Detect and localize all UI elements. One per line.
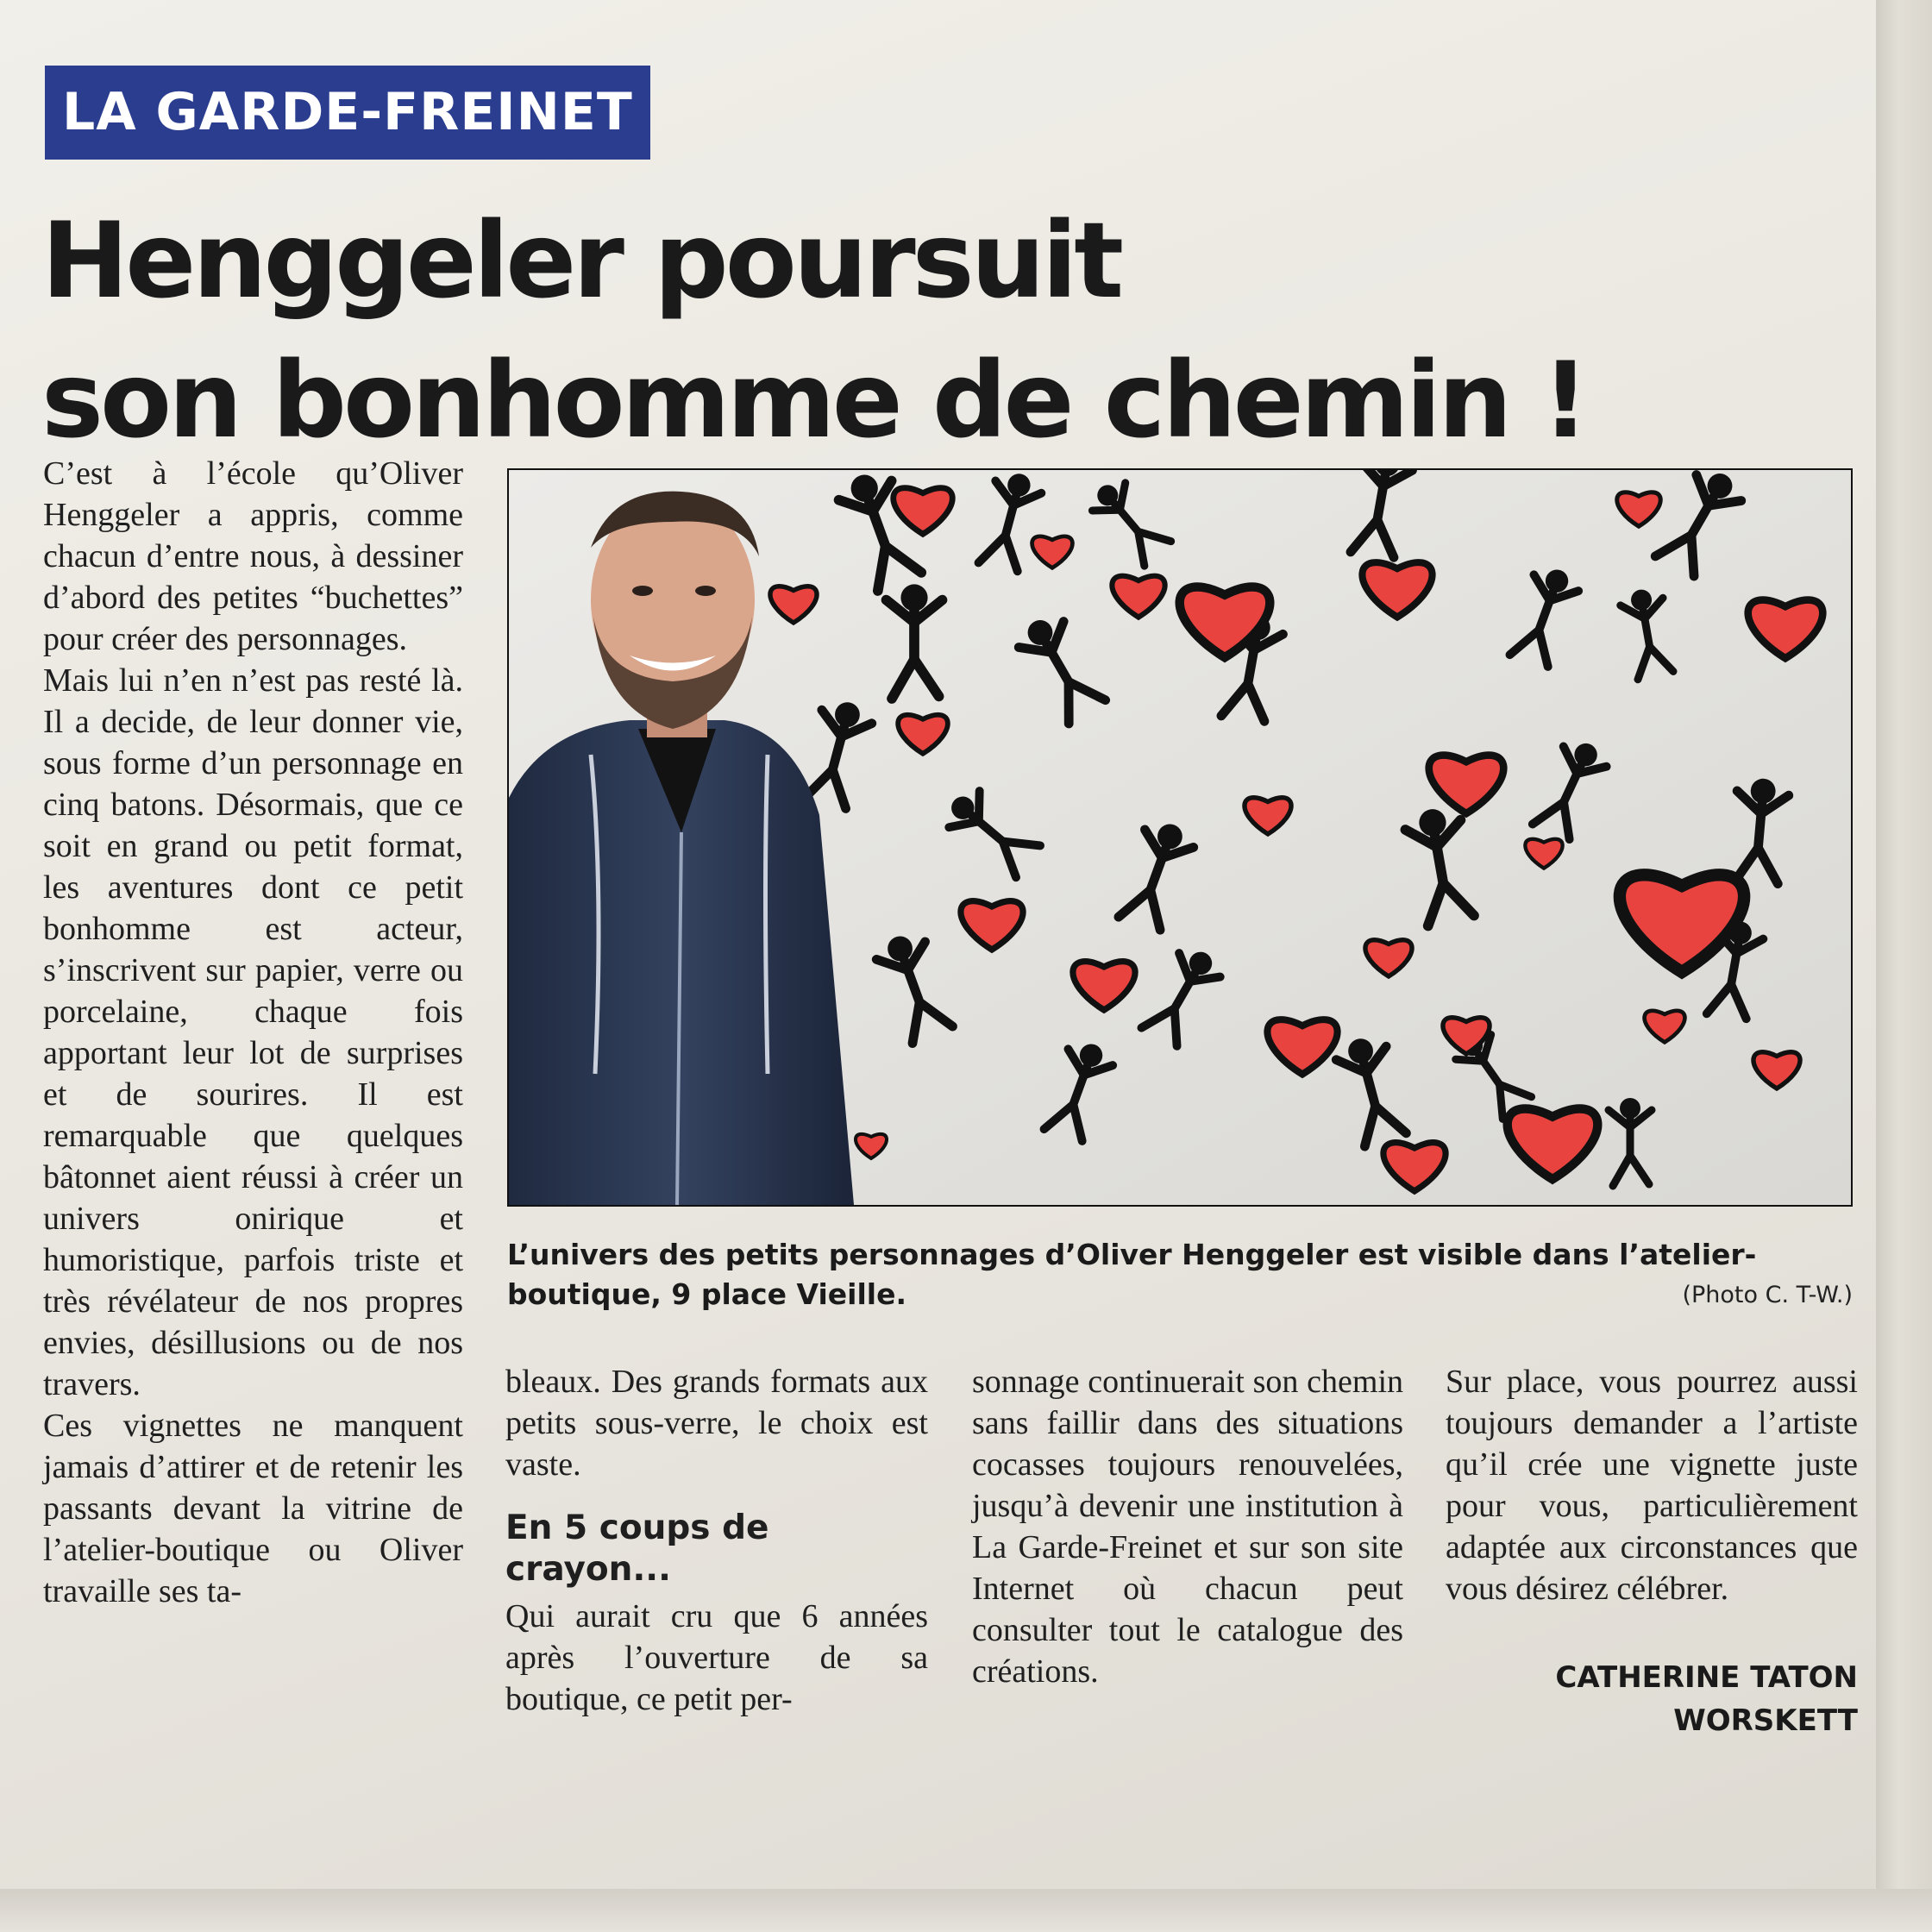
paragraph: C’est à l’école qu’Oliver Henggeler a appris, comme chacun d’entre nous, à dessiner d’abord des petites “buchettes” pour créer des personnages.	[43, 455, 463, 657]
photo-credit: (Photo C. T-W.)	[1682, 1282, 1853, 1308]
section-subhead: En 5 coups de crayon...	[505, 1509, 769, 1589]
paragraph: bleaux. Des grands formats aux petits sous-verre, le choix est vaste.	[505, 1364, 928, 1483]
article-column-4	[1446, 1361, 1858, 1609]
byline-line-2: WORSKETT	[1673, 1703, 1858, 1738]
photo-caption: L’univers des petits personnages d’Oliver Henggeler est visible dans l’atelier-boutique, 9 place Vieille.	[507, 1238, 1757, 1311]
photo-artist-with-wall-art	[509, 470, 1851, 1205]
page-edge	[1876, 0, 1932, 1932]
page-bottom-fold	[0, 1889, 1932, 1932]
paragraph: Qui aurait cru que 6 années après l’ouverture de sa boutique, ce petit per-	[505, 1598, 928, 1717]
byline-line-1: CATHERINE TATON	[1555, 1660, 1858, 1695]
article-column-3	[972, 1361, 1403, 1692]
paragraph: Ces vignettes ne manquent jamais d’attirer et de retenir les passants devant la vitrine de l’atelier-boutique ou Oliver travaille ses ta-	[43, 1408, 463, 1609]
author-byline	[1555, 1656, 1858, 1742]
paragraph: sonnage continuerait son chemin sans faillir dans des situations cocasses toujours renouvelées, jusqu’à devenir une institution à La Garde-Freinet et sur son site Internet où chacun peut consulter tout le catalogue des créations.	[972, 1364, 1403, 1690]
paragraph: Sur place, vous pourrez aussi toujours demander a l’artiste qu’il crée une vignette juste pour vous, particulièrement adaptée aux circonstances que vous désirez célébrer.	[1446, 1364, 1858, 1607]
article-photo	[507, 468, 1853, 1207]
headline-line-1: Henggeler poursuit	[41, 200, 1121, 322]
headline-line-2: son bonhomme de chemin !	[41, 340, 1586, 461]
article-column-1	[43, 453, 463, 1612]
paragraph: Mais lui n’en n’est pas resté là. Il a decide, de leur donner vie, sous forme d’un personnage en cinq batons. Désormais, que ce soit en grand ou petit format, les aventures dont ce petit bonhomme est acteur, s’inscrivent sur papier, verre ou porcelaine, chaque fois apportant leur lot de surprises et de sourires. Il est remarquable que quelques bâtonnet aient réussi à créer un univers onirique et humoristique, parfois triste et très révélateur de nos propres envies, désillusions ou de nos travers.	[43, 662, 463, 1402]
article-column-2	[505, 1361, 928, 1720]
section-kicker: LA GARDE-FREINET	[45, 66, 650, 160]
article-headline	[41, 191, 1594, 471]
